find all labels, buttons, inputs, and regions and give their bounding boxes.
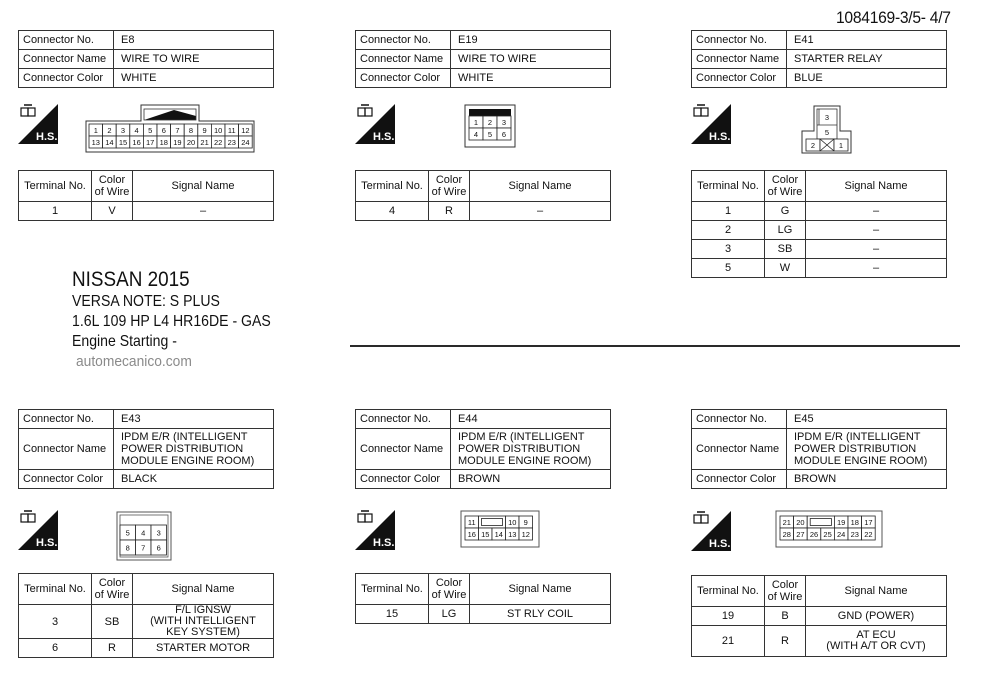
wire-color: R [765,626,806,657]
terminal-no: 1 [19,202,92,221]
pin-number: 7 [175,126,180,135]
connector-name: STARTER RELAY [787,50,947,69]
engine: 1.6L 109 HP L4 HR16DE - GAS [72,313,271,330]
label-connector-no: Connector No. [19,31,114,50]
connector-info-e41 [691,30,947,88]
pin-number: 6 [156,543,161,553]
wire-color: B [765,607,806,626]
pin-number: 4 [473,130,479,139]
signal-name [133,605,274,639]
connector-name-line: MODULE ENGINE ROOM) [458,455,592,467]
header-terminal-no: Terminal No. [19,171,92,202]
pin-number: 27 [796,530,805,539]
pin-number: 7 [141,543,146,553]
connector-name: WIRE TO WIRE [451,50,611,69]
pin-number: 3 [824,113,830,122]
pin-number: 1 [93,126,98,135]
pin-number: 4 [134,126,139,135]
table-row [19,605,274,639]
signal-name: – [133,202,274,221]
hs-label: H.S. [709,131,731,143]
label-connector-no: Connector No. [692,31,787,50]
label-connector-name: Connector Name [19,50,114,69]
terminal-no: 15 [356,605,429,624]
connector-color: BLACK [114,470,274,489]
label-connector-color: Connector Color [356,470,451,489]
pin-number: 18 [159,138,168,147]
wire-color: LG [765,221,806,240]
pin-number: 20 [186,138,196,147]
pin-number: 4 [141,528,146,538]
connector-name [114,429,274,470]
pin-number: 5 [824,128,830,137]
signal-line: (WITH INTELLIGENT [150,615,256,627]
wire-color: R [429,202,470,221]
harness-side-icon [18,510,58,550]
terminal-table-e41 [691,170,947,278]
connector-name-line: IPDM E/R (INTELLIGENT [794,431,921,443]
connector-name-line: IPDM E/R (INTELLIGENT [458,431,585,443]
label-connector-no: Connector No. [356,31,451,50]
label-connector-name: Connector Name [356,429,451,470]
lock-tab [469,109,511,116]
header-color-of-wire: Color of Wire [765,171,806,202]
wire-color: LG [429,605,470,624]
connector-name [451,429,611,470]
pin-number: 13 [508,530,517,539]
pin-number: 23 [227,138,236,147]
header-terminal-no: Terminal No. [19,574,92,605]
label-connector-no: Connector No. [692,410,787,429]
header-color-of-wire: Color of Wire [92,574,133,605]
terminal-no: 3 [19,605,92,639]
signal-name: – [806,221,947,240]
connector-no: E45 [787,410,947,429]
wire-color: SB [765,240,806,259]
signal-name: ST RLY COIL [470,605,611,624]
terminal-table-e43 [18,573,274,658]
terminal-table-e44 [355,573,611,624]
watermark: automecanico.com [76,353,192,370]
pin-number: 24 [241,138,250,147]
connector-no: E41 [787,31,947,50]
wire-color: V [92,202,133,221]
terminal-no: 4 [356,202,429,221]
table-row [692,221,947,240]
header-terminal-no: Terminal No. [356,574,429,605]
label-connector-no: Connector No. [19,410,114,429]
pin-number: 22 [864,530,873,539]
signal-name: STARTER MOTOR [133,639,274,658]
pin-number: 15 [118,138,128,147]
table-row [692,607,947,626]
label-connector-color: Connector Color [692,69,787,88]
pin-number: 19 [173,138,182,147]
table-row [19,202,274,221]
hs-label: H.S. [373,537,395,549]
pin-number: 11 [467,518,476,527]
pin-number: 9 [202,126,207,135]
header-signal-name: Signal Name [133,574,274,605]
terminal-no: 19 [692,607,765,626]
signal-name: – [806,259,947,278]
model: VERSA NOTE: S PLUS [72,293,220,310]
make-year: NISSAN 2015 [72,268,190,291]
terminal-no: 3 [692,240,765,259]
header-color-of-wire: Color of Wire [92,171,133,202]
connector-info-e19 [355,30,611,88]
terminal-table-e45 [691,575,947,657]
header-signal-name: Signal Name [133,171,274,202]
label-connector-name: Connector Name [356,50,451,69]
pin-number: 3 [156,528,161,538]
label-connector-no: Connector No. [356,410,451,429]
connector-no: E44 [451,410,611,429]
terminal-no: 5 [692,259,765,278]
header-color-of-wire: Color of Wire [429,574,470,605]
signal-line: AT ECU [856,629,896,641]
wire-color: G [765,202,806,221]
label-connector-name: Connector Name [19,429,114,470]
label-connector-name: Connector Name [692,50,787,69]
pin-number: 1 [473,118,479,127]
pin-number: 6 [161,126,166,135]
terminal-table-e8 [18,170,274,221]
table-row [356,202,611,221]
connector-info-e45 [691,409,947,489]
pin-number: 12 [241,126,250,135]
label-connector-color: Connector Color [19,470,114,489]
pin-number: 2 [487,118,493,127]
signal-name: GND (POWER) [806,607,947,626]
section: Engine Starting - [72,333,177,350]
document-id: 1084169-3/5- 4/7 [836,8,951,27]
table-row [692,202,947,221]
connector-face-e41 [801,105,853,160]
harness-side-icon [691,511,731,551]
wire-color: W [765,259,806,278]
header-color-of-wire: Color of Wire [429,171,470,202]
harness-side-icon [355,510,395,550]
connector-info-e44 [355,409,611,489]
header-color-of-wire: Color of Wire [765,576,806,607]
terminal-no: 2 [692,221,765,240]
pin-number: 26 [809,530,819,539]
vehicle-title-block [72,268,298,372]
signal-line: KEY SYSTEM) [166,626,240,638]
connector-info-e43 [18,409,274,489]
table-row [356,605,611,624]
pin-number: 14 [494,530,503,539]
pin-number: 20 [796,518,805,527]
pin-number: 23 [850,530,859,539]
pin-number: 3 [120,126,126,135]
pin-number: 17 [864,518,873,527]
section-divider [350,345,960,347]
signal-name: – [470,202,611,221]
connector-name-line: POWER DISTRIBUTION [794,443,917,455]
table-row [692,240,947,259]
pin-number: 2 [810,141,816,150]
terminal-no: 21 [692,626,765,657]
hs-label: H.S. [373,131,395,143]
pin-number: 8 [188,126,194,135]
pin-number: 25 [823,530,832,539]
pin-number: 17 [146,138,155,147]
hs-label: H.S. [36,537,58,549]
connector-color: WHITE [451,69,611,88]
signal-name [806,626,947,657]
pin-number: 21 [782,518,791,527]
terminal-no: 1 [692,202,765,221]
signal-line: (WITH A/T OR CVT) [826,640,926,652]
connector-face-e45 [775,510,883,553]
connector-name-line: MODULE ENGINE ROOM) [794,455,928,467]
header-terminal-no: Terminal No. [692,171,765,202]
harness-side-icon [691,104,731,144]
wire-color: SB [92,605,133,639]
header-signal-name: Signal Name [470,171,611,202]
pin-number: 5 [125,528,130,538]
pin-number: 19 [837,518,846,527]
pin-number: 12 [521,530,530,539]
pin-number: 9 [523,518,528,527]
table-row [692,626,947,657]
connector-name-line: POWER DISTRIBUTION [121,443,244,455]
pin-number: 21 [200,138,209,147]
hs-label: H.S. [709,538,731,550]
pin-number: 15 [481,530,490,539]
harness-side-icon [355,104,395,144]
table-row [19,639,274,658]
pin-number: 1 [838,141,844,150]
wire-color: R [92,639,133,658]
terminal-no: 6 [19,639,92,658]
header-terminal-no: Terminal No. [692,576,765,607]
pin-number: 13 [91,138,100,147]
header-terminal-no: Terminal No. [356,171,429,202]
pin-number: 3 [501,118,507,127]
label-connector-color: Connector Color [356,69,451,88]
pin-number: 6 [501,130,507,139]
connector-face-e44 [460,510,540,553]
connector-face-e8 [84,104,256,159]
connector-no: E43 [114,410,274,429]
pin-number: 5 [487,130,493,139]
connector-no: E19 [451,31,611,50]
pin-number: 16 [467,530,476,539]
connector-name [787,429,947,470]
header-signal-name: Signal Name [470,574,611,605]
signal-name: – [806,240,947,259]
table-row [692,259,947,278]
header-signal-name: Signal Name [806,576,947,607]
connector-no: E8 [114,31,274,50]
lock-slot [810,519,831,526]
connector-color: WHITE [114,69,274,88]
signal-line: F/L IGNSW [175,604,231,616]
pin-number: 5 [148,126,153,135]
pin-number: 16 [132,138,141,147]
pin-number: 2 [107,126,112,135]
label-connector-color: Connector Color [19,69,114,88]
header-signal-name: Signal Name [806,171,947,202]
signal-name: – [806,202,947,221]
pin-number: 28 [782,530,791,539]
lock-slot [482,519,503,526]
pin-number: 24 [837,530,846,539]
pin-number: 8 [125,543,130,553]
connector-name: WIRE TO WIRE [114,50,274,69]
connector-face-e43 [116,511,172,566]
label-connector-name: Connector Name [692,429,787,470]
pin-number: 14 [105,138,114,147]
connector-color: BROWN [787,470,947,489]
connector-color: BLUE [787,69,947,88]
terminal-table-e19 [355,170,611,221]
pin-number: 22 [214,138,223,147]
connector-name-line: MODULE ENGINE ROOM) [121,455,255,467]
connector-face-e19 [464,104,516,153]
connector-name-line: POWER DISTRIBUTION [458,443,581,455]
pin-number: 18 [850,518,859,527]
label-connector-color: Connector Color [692,470,787,489]
hs-label: H.S. [36,131,58,143]
pin-number: 10 [214,126,223,135]
connector-color: BROWN [451,470,611,489]
connector-info-e8 [18,30,274,88]
pin-number: 10 [508,518,517,527]
connector-name-line: IPDM E/R (INTELLIGENT [121,431,248,443]
pin-number: 11 [227,126,236,135]
harness-side-icon [18,104,58,144]
